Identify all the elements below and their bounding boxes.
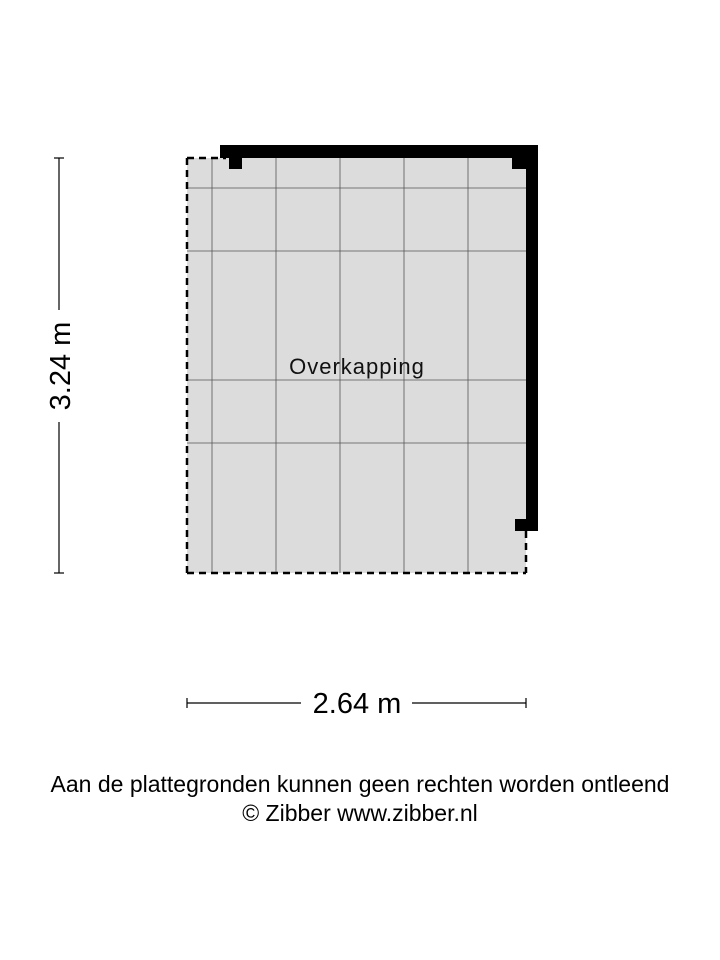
room-label: Overkapping — [289, 354, 425, 379]
wall-top — [220, 145, 538, 158]
width-dim-label: 2.64 m — [312, 688, 402, 720]
post-bottom-right — [515, 519, 526, 531]
wall-right — [526, 145, 538, 531]
height-dim-label: 3.24 m — [45, 321, 77, 411]
post-top-left — [229, 158, 242, 169]
copyright-text: © Zibber www.zibber.nl — [242, 800, 478, 826]
disclaimer-text: Aan de plattegronden kunnen geen rechten worden ontleend — [50, 771, 670, 797]
post-top-right — [512, 158, 526, 169]
